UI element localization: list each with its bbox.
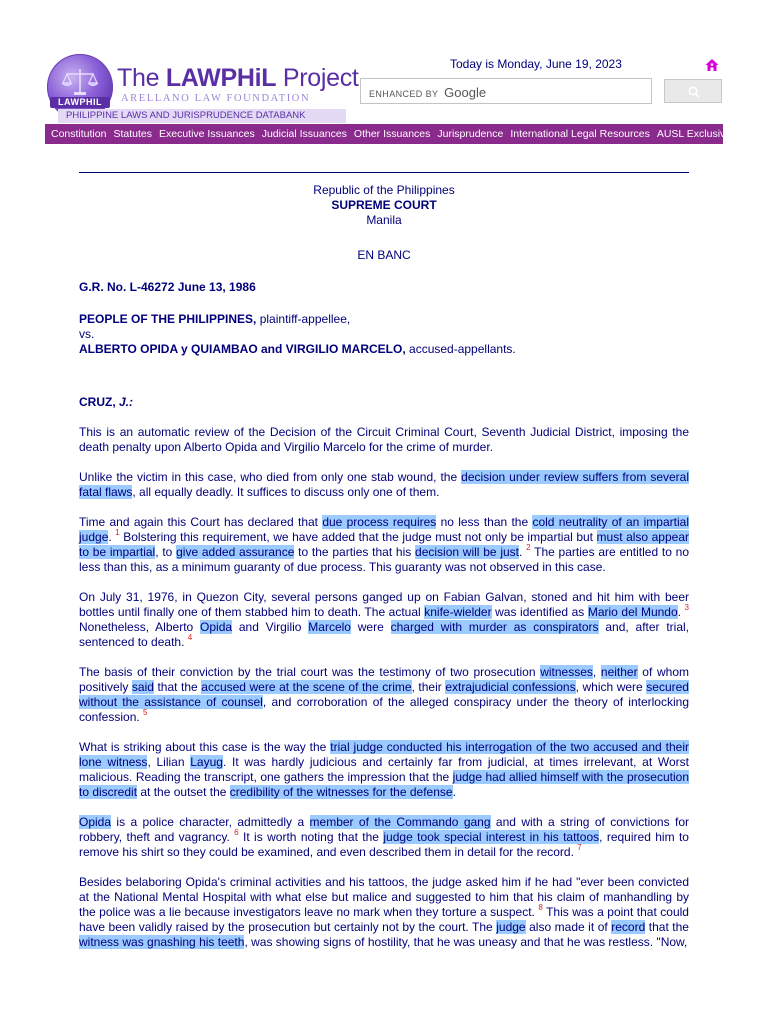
paragraph-text: Besides belaboring Opida's criminal activities and his tattoos, the judge asked him if he had "ever been convicted at the National Mental Hospital with what else but malice and suggested to him that his claim of manhandling by the police was a lie because investigators leave no mark when they torture a suspect. [79,875,689,919]
highlighted-text: said [131,680,154,694]
plaintiff-role: plaintiff-appellee, [256,312,351,326]
paragraph-text: , which were [575,680,647,694]
highlighted-text: witnesses [540,665,593,679]
paragraph-text: . It was hardly judicious and certainly far from judicial, at times irrelevant, at Worst malicious. Reading the transcript, one gathers the impression that the [79,755,690,784]
highlighted-text: Opida [200,620,233,634]
paragraph-text: that the [645,920,689,934]
nav-constitution[interactable]: Constitution [51,128,107,140]
brand-title: The LAWPHiL Project [117,64,359,92]
decision-paragraph [79,815,689,860]
footnote-link[interactable]: 3 [684,603,689,612]
search-input[interactable] [360,78,652,104]
paragraph-text: that the [153,680,202,694]
paragraph-text: Bolstering this requirement, we have added that the judge must not only be impartial but [119,530,597,544]
main-nav [45,124,732,144]
paragraph-text: Time and again this Court has declared that [79,515,323,529]
decision-paragraph [79,470,689,500]
footnote-link[interactable]: 7 [577,843,582,852]
paragraph-text: This is an automatic review of the Decision of the Circuit Criminal Court, Seventh Judicial District, imposing the death penalty upon Alberto Opida and Virgilio Marcelo for the crime of murder. [79,425,689,454]
paragraph-text: It is worth noting that the [238,830,384,844]
highlighted-text: judge took special interest in his tattoos [383,830,600,844]
case-number: G.R. No. L-46272 June 13, 1986 [79,280,256,294]
court-name: SUPREME COURT [331,198,437,212]
decision-paragraph [79,875,689,950]
home-icon[interactable] [704,57,720,73]
search-branding: ENHANCED BY Google [369,85,487,100]
footnote-link[interactable]: 4 [187,633,193,642]
nav-statutes[interactable]: Statutes [113,128,152,140]
decision-paragraph [79,590,689,650]
paragraph-text: This was a point that could have been validly raised by the prosecution but certainly not by the court. The [79,905,689,934]
highlighted-text: trial judge conducted his interrogation of the two accused and their lone witness [79,740,689,769]
paragraph-text: to the parties that his [294,545,416,559]
highlighted-text: cold neutrality of an impartial judge [79,515,689,544]
scales-of-justice-icon [61,66,99,98]
highlighted-text: due process requires [322,515,437,529]
paragraph-text: , [592,665,601,679]
accused-role: accused-appellants. [405,342,516,356]
paragraph-text: is a police character, admittedly a [111,815,310,829]
highlighted-text: judge [496,920,526,934]
highlighted-text: extrajudicial confessions [445,680,576,694]
today-date: Today is Monday, June 19, 2023 [450,57,622,71]
paragraph-text: , to [155,545,177,559]
nav-judicial-issuances[interactable]: Judicial Issuances [261,128,347,140]
brand-subtitle: ARELLANO LAW FOUNDATION [121,93,311,104]
highlighted-text: witness was gnashing his teeth [79,935,245,949]
court-city: Manila [366,213,402,227]
footnote-link[interactable]: 8 [538,903,543,912]
highlighted-text: record [611,920,646,934]
highlighted-text: Opida [79,815,112,829]
paragraph-text: . [452,785,456,799]
paragraph-text: , their [411,680,446,694]
footnote-link[interactable]: 5 [143,708,148,717]
republic-label: Republic of the Philippines [313,183,455,197]
decision-paragraph [79,425,689,455]
paragraph-text: and Virgilio [232,620,309,634]
decision-body [79,425,689,950]
nav-international-legal-resources[interactable]: International Legal Resources [510,128,650,140]
highlighted-text: credibility of the witnesses for the defense [229,785,453,799]
paragraph-text: and with a string of convictions for robbery, theft and vagrancy. [79,815,690,844]
ponente: CRUZ, J.: [79,395,134,409]
divider [79,172,689,173]
paragraph-text: . [519,545,527,559]
paragraph-text: . [108,530,116,544]
logo-tag: LAWPHIL [50,97,110,108]
brand-strip: PHILIPPINE LAWS AND JURISPRUDENCE DATABANK [58,109,346,123]
paragraph-text: , required him to remove his shirt so they could be examined, and even described them in detail for the record. [79,830,689,859]
paragraph-text: The parties are entitled to no less than this, as a minimum guaranty of due process. This guaranty was not observed in this case. [79,545,690,574]
paragraph-text: The basis of their conviction by the trial court was the testimony of two prosecution [79,665,541,679]
nav-ausl-exclusive[interactable]: AUSL Exclusive [656,128,732,140]
decision-paragraph [79,665,689,725]
paragraph-text: , all equally deadly. It suffices to discuss only one of them. [132,485,440,499]
highlighted-text: accused were at the scene of the crime [201,680,412,694]
highlighted-text: Mario del Mundo [587,605,678,619]
accused-names: ALBERTO OPIDA y QUIAMBAO and VIRGILIO MARCELO, [79,342,406,356]
plaintiff-name: PEOPLE OF THE PHILIPPINES, [79,312,257,326]
paragraph-text: , Lilian [147,755,191,769]
highlighted-text: give added assurance [176,545,295,559]
versus: vs. [79,327,95,341]
nav-other-issuances[interactable]: Other Issuances [353,128,431,140]
paragraph-text: Unlike the victim in this case, who died from only one stab wound, the [79,470,462,484]
paragraph-text: no less than the [436,515,533,529]
paragraph-text: On July 31, 1976, in Quezon City, several persons ganged up on Fabian Galvan, stoned and hit him with beer bottles until finally one of them stabbed him to death. The actual [79,590,689,619]
search-icon [688,86,700,98]
highlighted-text: charged with murder as conspirators [390,620,599,634]
highlighted-text: judge had allied himself with the prosecution to discredit [79,770,689,799]
paragraph-text: What is striking about this case is the way the [79,740,331,754]
paragraph-text: at the outset the [137,785,230,799]
highlighted-text: member of the Commando gang [309,815,491,829]
paragraph-text: and, after trial, sentenced to death. [79,620,690,649]
case-parties [79,312,689,357]
paragraph-text: of whom positively [79,665,690,694]
footnote-link[interactable]: 6 [234,828,239,837]
highlighted-text: neither [600,665,638,679]
highlighted-text: decision will be just [415,545,520,559]
nav-executive-issuances[interactable]: Executive Issuances [158,128,255,140]
footnote-link[interactable]: 1 [115,528,120,537]
highlighted-text: must also appear to be impartial [79,530,690,559]
division-label: EN BANC [357,248,411,262]
paragraph-text: . [677,605,685,619]
paragraph-text: , was showing signs of hostility, that he was uneasy and that he was restless. "Now, [244,935,688,949]
decision-paragraph [79,740,689,800]
paragraph-text: were [350,620,391,634]
highlighted-text: decision under review suffers from several fatal flaws [79,470,689,499]
highlighted-text: knife-wielder [424,605,492,619]
paragraph-text: , and corroboration of the alleged conspiracy under the theory of interlocking confession. [79,695,689,724]
nav-jurisprudence[interactable]: Jurisprudence [437,128,504,140]
search-button[interactable] [664,79,722,103]
paragraph-text: was identified as [491,605,588,619]
paragraph-text: Nonetheless, Alberto [79,620,201,634]
highlighted-text: Marcelo [308,620,351,634]
decision-document [79,182,689,950]
decision-paragraph [79,515,689,575]
paragraph-text: also made it of [525,920,612,934]
highlighted-text: Layug [190,755,223,769]
footnote-link[interactable]: 2 [526,543,531,552]
highlighted-text: secured without the assistance of counsel [79,680,689,709]
